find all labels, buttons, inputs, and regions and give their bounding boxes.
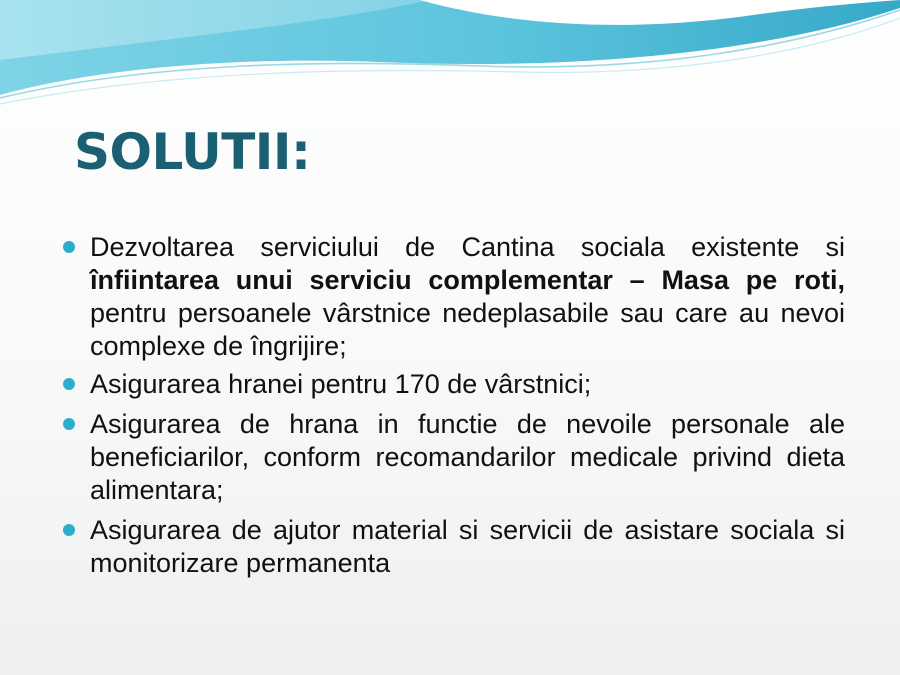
bullet-4-text: Asigurarea de ajutor material si servicii de asistare sociala si monitorizare permanenta <box>90 515 845 578</box>
header-wave-decoration <box>0 0 900 110</box>
bullet-1-bold-text: înfiintarea unui serviciu complementar – Masa pe roti, <box>90 265 845 295</box>
bullet-item-2 <box>90 368 845 401</box>
bullet-icon <box>63 241 75 253</box>
slide-title: SOLUTII: <box>74 123 311 181</box>
bullet-item-4 <box>90 514 845 580</box>
bullet-icon <box>63 378 75 390</box>
bullet-2-text: Asigurarea hranei pentru 170 de vârstnici; <box>90 369 592 399</box>
bullet-3-text: Asigurarea de hrana in functie de nevoile personale ale beneficiarilor, conform recomandarilor medicale privind dieta alimentara; <box>90 409 845 505</box>
bullet-1-text-start: Dezvoltarea serviciului de Cantina sociala existente si <box>90 232 845 262</box>
bullet-1-text-end: pentru persoanele vârstnice nedeplasabile sau care au nevoi complexe de îngrijire; <box>90 298 845 361</box>
bullet-icon <box>63 418 75 430</box>
bullet-list <box>90 231 845 585</box>
bullet-item-3 <box>90 408 845 507</box>
bullet-icon <box>63 524 75 536</box>
bullet-item-1 <box>90 231 845 363</box>
